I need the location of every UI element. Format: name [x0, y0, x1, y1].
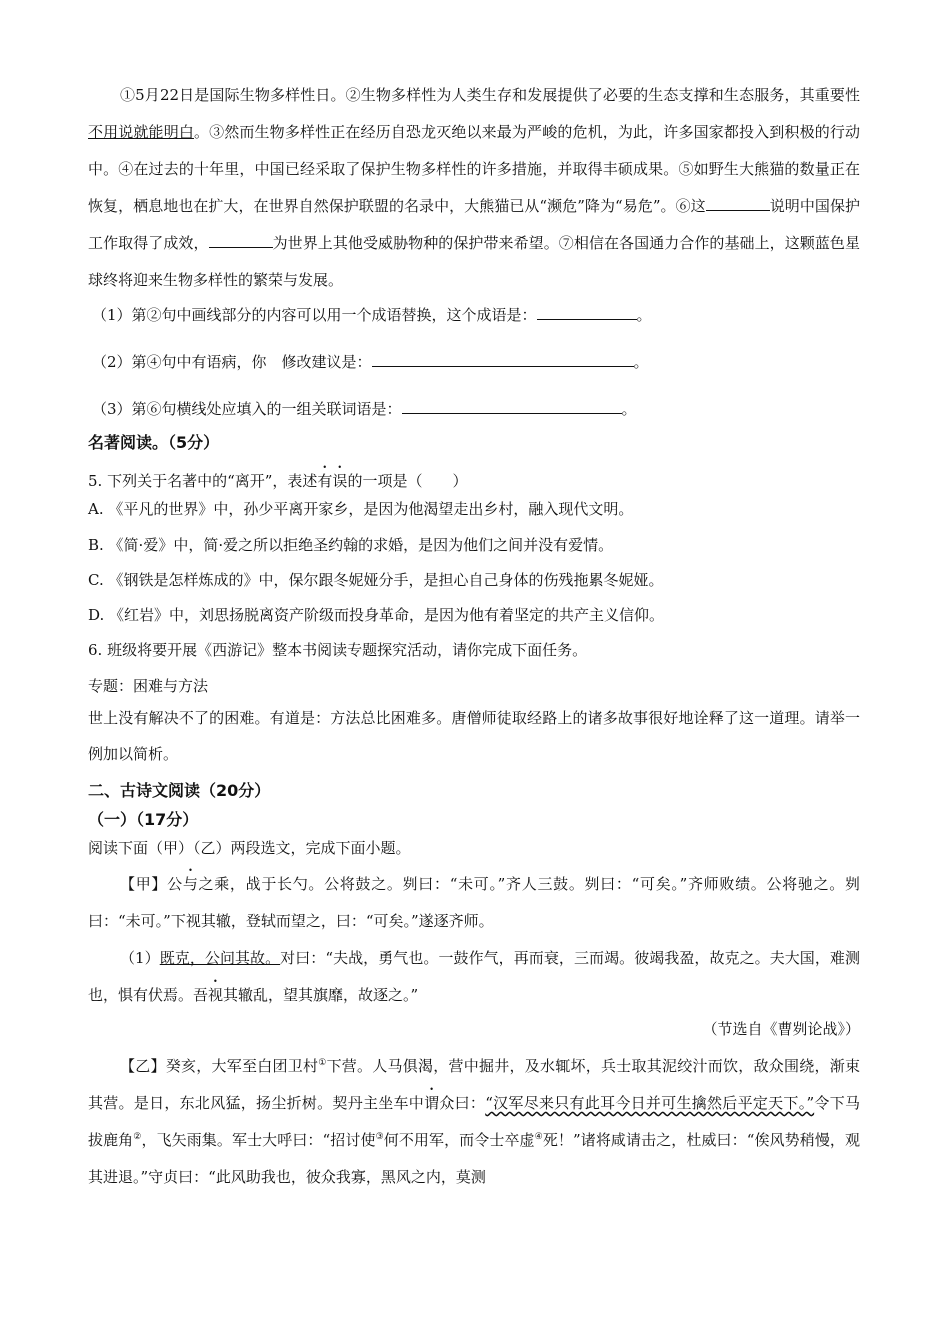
answer-blank[interactable] [706, 196, 770, 211]
passage-yi-text: 令下马拔鹿角 [88, 1094, 860, 1149]
question-2-text: （2）第④句中有语病，你 修改建议是： [92, 353, 372, 371]
emphasized-word: 与 [182, 875, 199, 893]
footnote-marker: ④ [534, 1132, 543, 1142]
question-1-end: 。 [636, 306, 652, 324]
passage-yi-text: 何不用军，而令士卒虚 [383, 1131, 535, 1149]
reading-instruction: 阅读下面（甲）（乙）两段选文，完成下面小题。 [88, 839, 411, 857]
passage-jia-text: 对曰：“夫战，勇气也。一鼓作气，再而衰，三而竭。彼竭我盈，故克之。夫大国，难测也，惧有伏焉。吾 [88, 949, 860, 1004]
footnote-marker: ② [133, 1132, 142, 1142]
passage-yi-label: 【乙】 [120, 1057, 166, 1075]
passage-text-c: 说明中国保护工作取得了成效， [88, 197, 860, 252]
passage-jia-text: 其辙乱，望其旗靡，故逐之。” [223, 986, 419, 1004]
passage-yi-text: 死！”诸将咸请击之，杜威曰：“俟风势稍慢，观其进退。”守贞曰：“此风助我也，彼众我寡，黑风之内，莫测 [88, 1131, 861, 1186]
passage-jia [88, 866, 860, 940]
passage-jia-text: 公 [167, 875, 183, 893]
section-heading-gushiwen: 二、古诗文阅读（20分） [88, 781, 271, 800]
question-2-end: 。 [633, 353, 649, 371]
option-a[interactable]: A. 《平凡的世界》中，孙少平离开家乡，是因为他渴望走出乡村，融入现代文明。 [88, 500, 634, 518]
question-5 [88, 463, 467, 491]
passage-paragraph [88, 77, 860, 299]
emphasized-word: 谓 [424, 1094, 440, 1112]
question-1-text: （1）第②句中画线部分的内容可以用一个成语替换，这个成语是： [92, 306, 537, 324]
passage-text-a: ①5月22日是国际生物多样性日。②生物多样性为人类生存和发展提供了必要的生态支撑和生态服务，其重要性 [120, 86, 860, 104]
passage-underlined-phrase: 不用说就能明白 [88, 123, 194, 141]
passage-yi-text: ，飞矢雨集。军士大呼曰：“招讨使 [141, 1131, 376, 1149]
subsection-heading: （一）（17分） [88, 810, 199, 829]
passage-jia-2 [88, 940, 860, 1014]
option-b[interactable]: B. 《简·爱》中，简·爱之所以拒绝圣约翰的求婚，是因为他们之间并没有爱情。 [88, 536, 614, 554]
footnote-marker: ③ [375, 1132, 384, 1142]
passage-yi-text: 众曰： [439, 1094, 486, 1112]
emphasized-word: 视 [208, 986, 224, 1004]
passage-text-d: 为世界上其他受威胁物种的保护带来希望。⑦相信在各国通力合作的基础上，这颗蓝色星球终将迎来生物多样性的繁荣与发展。 [88, 234, 860, 289]
option-c[interactable]: C. 《钢铁是怎样炼成的》中，保尔跟冬妮娅分手，是担心自己身体的伤残拖累冬妮娅。 [88, 571, 664, 589]
question-5-text: 5. 下列关于名著中的“离开”，表述 [88, 472, 318, 490]
answer-blank-q3[interactable] [402, 399, 622, 414]
passage-jia-label: 【甲】 [120, 875, 168, 893]
answer-blank-q2[interactable] [372, 352, 634, 367]
answer-blank[interactable] [209, 233, 273, 248]
option-d[interactable]: D. 《红岩》中，刘思扬脱离资产阶级而投身革命，是因为他有着坚定的共产主义信仰。 [88, 606, 665, 624]
passage-yi-text: 癸亥，大军至白团卫村 [165, 1057, 319, 1075]
question-2 [92, 352, 649, 372]
passage-text-b: 。③然而生物多样性正在经历自恐龙灭绝以来最为严峻的危机，为此，许多国家都投入到积极的行动中。④在过去的十年里，中国已经采取了保护生物多样性的许多措施，并取得丰硕成果。⑤如野生大熊猫的数量正在恢复，栖息地也在扩大，在世界自然保护联盟的名录中，大熊猫已从“濒危”降为“易危”。⑥这 [88, 123, 860, 215]
emphasized-word: 有误 [317, 472, 348, 490]
underlined-sentence: 既克，公问其故。 [159, 949, 281, 967]
task-paragraph: 世上没有解决不了的困难。有道是：方法总比困难多。唐僧师徒取经路上的诸多故事很好地诠释了这一道理。请举一例加以简析。 [88, 709, 860, 763]
question-3-end: 。 [621, 400, 637, 418]
section-heading-mingzhu: 名著阅读。（5分） [88, 433, 220, 452]
topic-line: 专题：困难与方法 [88, 677, 209, 695]
passage-yi [88, 1048, 860, 1196]
sentence-marker: （1） [120, 949, 160, 967]
question-6: 6. 班级将要开展《西游记》整本书阅读专题探究活动，请你完成下面任务。 [88, 641, 588, 659]
question-5-end: 的一项是（ ） [347, 472, 468, 490]
question-3-text: （3）第⑥句横线处应填入的一组关联词语是： [92, 400, 402, 418]
passage-jia-text: 之乘，战于长勺。公将鼓之。刿曰：“未可。”齐人三鼓。刿曰：“可矣。”齐师败绩。公将驰之。刿曰：“未可。”下视其辙，登轼而望之，曰：“可矣。”遂逐齐师。 [88, 875, 860, 930]
question-3 [92, 399, 637, 419]
wavy-underlined-sentence: “汉军尽来只有此耳今日并可生擒然后平定天下。” [485, 1094, 815, 1112]
answer-blank-q1[interactable] [537, 305, 637, 320]
passage-yi-text: 下营。人马俱渴，营中掘井，及水辄坏，兵士取其泥绞汁而饮，敌众围绕，渐束其营。是日，东北风猛，扬尘折树。契丹主坐车中 [88, 1057, 860, 1112]
question-1 [92, 305, 652, 325]
footnote-marker: ① [318, 1058, 327, 1068]
passage-source: （节选自《曹刿论战》） [702, 1020, 860, 1038]
